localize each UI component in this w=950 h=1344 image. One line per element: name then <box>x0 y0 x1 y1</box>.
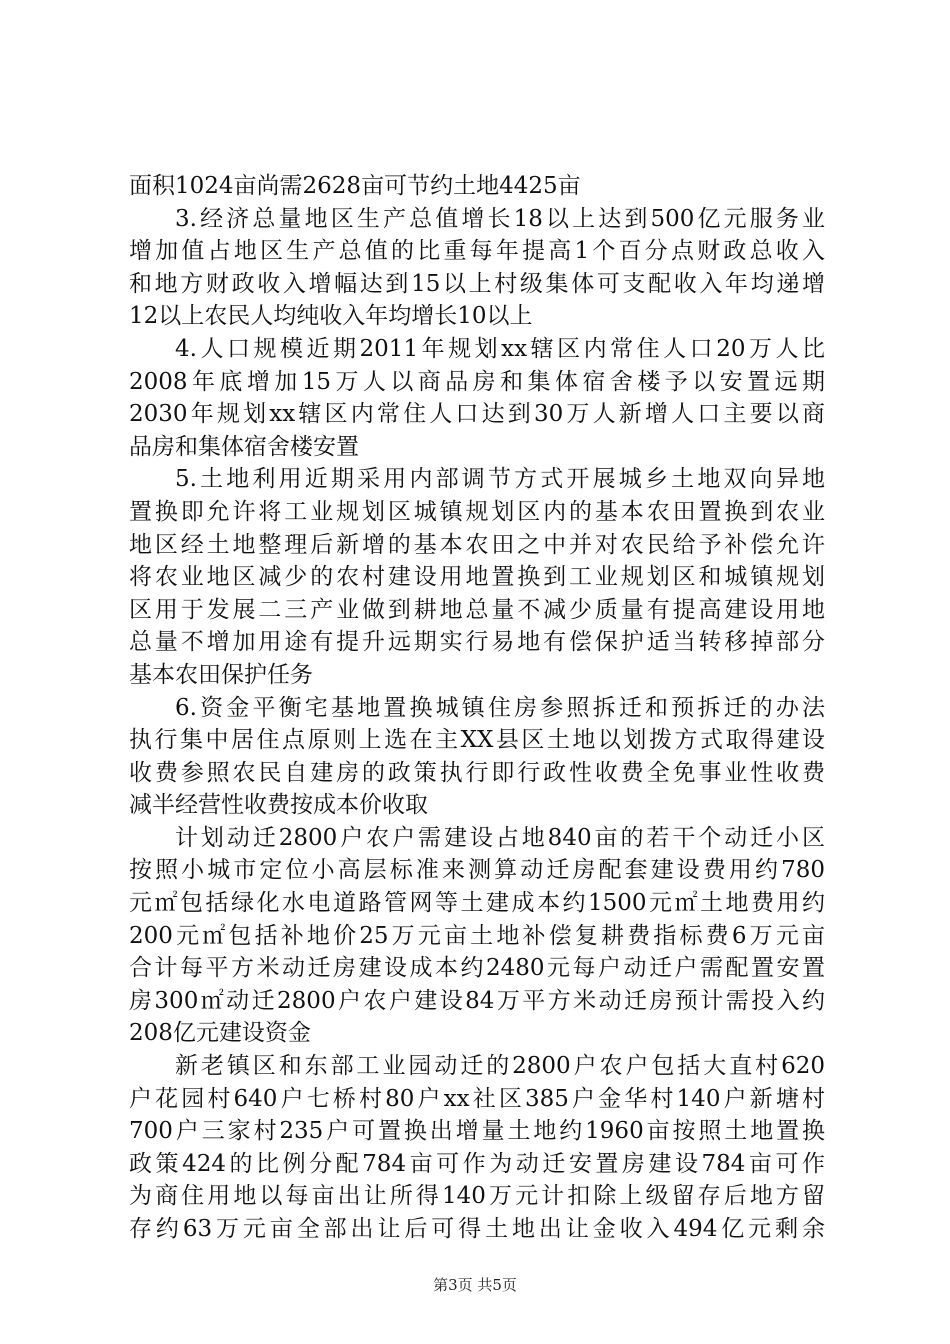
text-line: 户花园村640户七桥村80户xx社区385户金华村140户新塘村 <box>129 1085 825 1112</box>
text-line: 政策424的比例分配784亩可作为动迁安置房建设784亩可作 <box>129 1150 825 1177</box>
text-line: 700户三家村235户可置换出增量土地约1960亩按照土地置换 <box>129 1118 825 1145</box>
document-body <box>129 170 825 1246</box>
text-line: 4.人口规模近期2011年规划xx辖区内常住人口20万人比 <box>175 335 825 362</box>
text-line: 面积1024亩尚需2628亩可节约土地4425亩 <box>129 173 581 199</box>
text-line: 新老镇区和东部工业园动迁的2800户农户包括大直村620 <box>175 1053 825 1080</box>
text-line: 房300㎡动迁2800户农户建设84万平方米动迁房预计需投入约 <box>129 987 825 1014</box>
text-line: 5.土地利用近期采用内部调节方式开展城乡土地双向异地 <box>175 466 825 493</box>
text-line: 区用于发展二三产业做到耕地总量不减少质量有提高建设用地 <box>129 596 825 623</box>
text-line: 合计每平方米动迁房建设成本约2480元每户动迁户需配置安置 <box>129 955 825 982</box>
text-line: 2008年底增加15万人以商品房和集体宿舍楼予以安置远期 <box>129 368 825 395</box>
text-line: 3.经济总量地区生产总值增长18以上达到500亿元服务业 <box>175 205 825 232</box>
text-line: 品房和集体宿舍楼安置 <box>129 433 359 460</box>
text-line: 为商住用地以每亩出让所得140万元计扣除上级留存后地方留 <box>129 1183 825 1210</box>
text-line: 12以上农民人均纯收入年均增长10以上 <box>129 303 533 330</box>
text-line: 减半经营性收费按成本价收取 <box>129 792 428 819</box>
text-line: 和地方财政收入增幅达到15以上村级集体可支配收入年均递增 <box>129 270 825 297</box>
text-line: 增加值占地区生产总值的比重每年提高1个百分点财政总收入 <box>129 238 825 265</box>
text-line: 总量不增加用途有提升远期实行易地有偿保护适当转移掉部分 <box>129 629 825 656</box>
text-line: 元㎡包括绿化水电道路管网等土建成本约1500元㎡土地费用约 <box>129 890 825 917</box>
text-line: 将农业地区减少的农村建设用地置换到工业规划区和城镇规划 <box>129 564 825 591</box>
text-line: 存约63万元亩全部出让后可得土地出让金收入494亿元剩余 <box>129 1216 825 1242</box>
text-line: 6.资金平衡宅基地置换城镇住房参照拆迁和预拆迁的办法 <box>175 694 825 721</box>
text-line: 200元㎡包括补地价25万元亩土地补偿复耕费指标费6万元亩 <box>129 922 825 949</box>
text-line: 置换即允许将工业规划区城镇规划区内的基本农田置换到农业 <box>129 498 825 525</box>
text-line: 按照小城市定位小高层标准来测算动迁房配套建设费用约780 <box>129 857 825 884</box>
text-line: 收费参照农民自建房的政策执行即行政性收费全免事业性收费 <box>129 759 825 786</box>
text-line: 2030年规划xx辖区内常住人口达到30万人新增人口主要以商 <box>129 401 825 428</box>
text-line: 基本农田保护任务 <box>129 661 313 688</box>
text-line: 计划动迁2800户农户需建设占地840亩的若干个动迁小区 <box>175 824 825 851</box>
page-number-footer: 第3页 共5页 <box>433 1276 517 1294</box>
text-line: 208亿元建设资金 <box>129 1020 311 1047</box>
text-line: 地区经土地整理后新增的基本农田之中并对农民给予补偿允许 <box>129 531 825 558</box>
text-line: 执行集中居住点原则上选在主XX县区土地以划拨方式取得建设 <box>129 727 825 754</box>
